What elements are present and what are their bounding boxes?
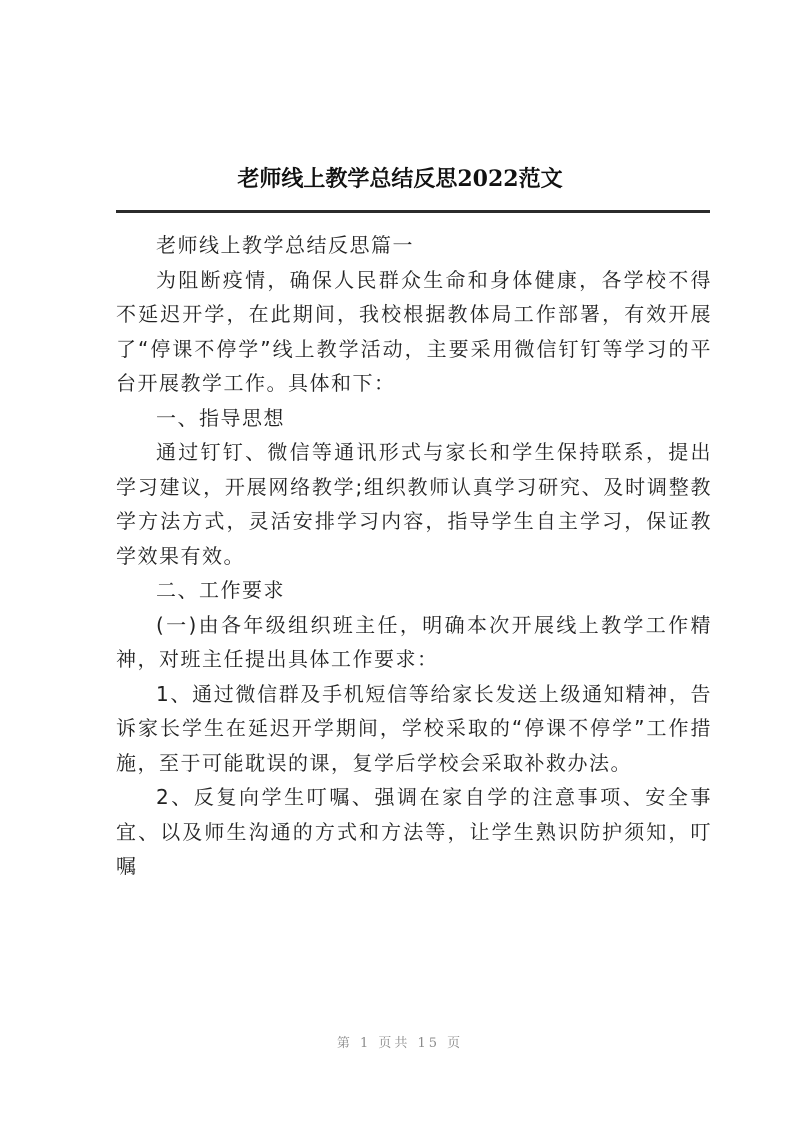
document-body	[116, 228, 712, 884]
document-title: 老师线上教学总结反思2022范文	[237, 166, 563, 192]
section-heading-guiding-thought: 一、指导思想	[156, 405, 285, 430]
title-divider	[116, 210, 710, 213]
section-heading-part-one: 老师线上教学总结反思篇一	[156, 233, 414, 257]
paragraph-requirement-1: (一)由各年级组织班主任，明确本次开展线上教学工作精神，对班主任提出具体工作要求：	[116, 612, 712, 671]
page-number: 第 1 页共 15 页	[336, 1036, 464, 1051]
paragraph-item-1: 1、通过微信群及手机短信等给家长发送上级通知精神，告诉家长学生在延迟开学期间，学校采取的“停课不停学”工作措施，至于可能耽误的课，复学后学校会采取补救办法。	[116, 681, 712, 775]
paragraph-intro: 为阻断疫情，确保人民群众生命和身体健康，各学校不得不延迟开学，在此期间，我校根据教体局工作部署，有效开展了“停课不停学”线上教学活动，主要采用微信钉钉等学习的平台开展教学工作。具体和下：	[116, 267, 712, 395]
paragraph-item-2: 2、反复向学生叮嘱、强调在家自学的注意事项、安全事宜、以及师生沟通的方式和方法等，让学生熟识防护须知，叮嘱	[116, 785, 712, 878]
paragraph-guiding-thought: 通过钉钉、微信等通讯形式与家长和学生保持联系，提出学习建议，开展网络教学;组织教师认真学习研究、及时调整教学方法方式，灵活安排学习内容，指导学生自主学习，保证教学效果有效。	[116, 440, 712, 568]
section-heading-work-requirements: 二、工作要求	[156, 578, 285, 602]
